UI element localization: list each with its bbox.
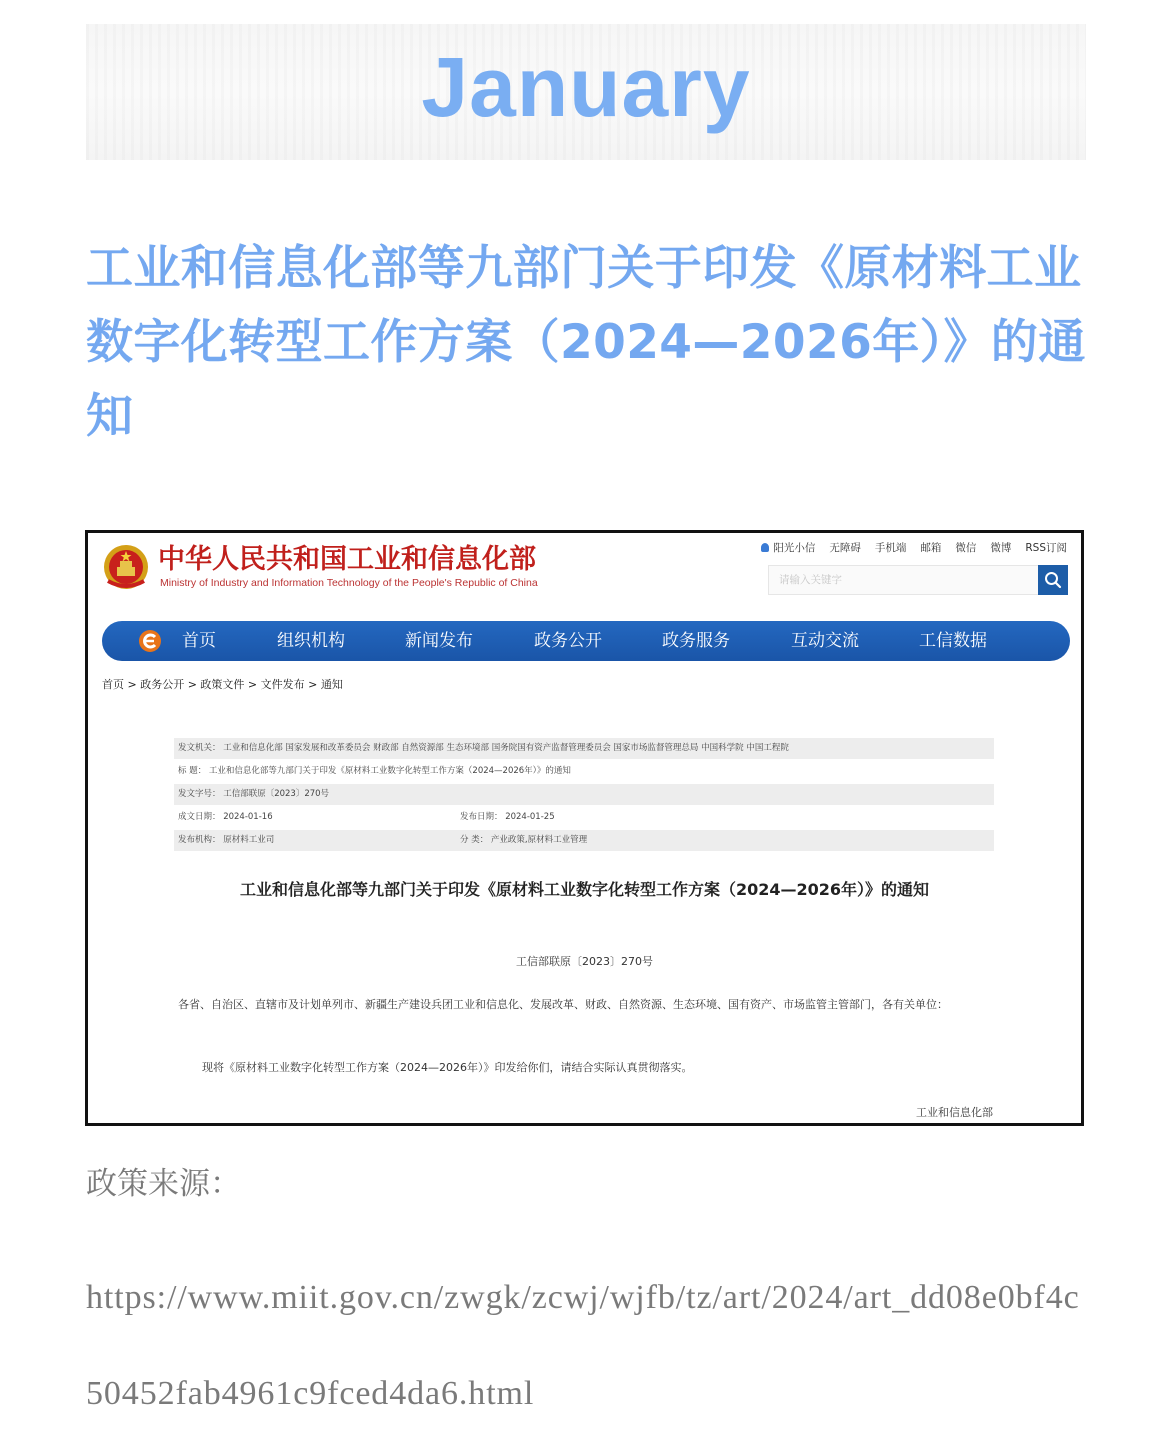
document-recipients: 各省、自治区、直辖市及计划单列市、新疆生产建设兵团工业和信息化、发展改革、财政、自然资源、生态环境、国有资产、市场监管主管部门，各有关单位： bbox=[178, 998, 948, 1011]
meta-doc-no: 发文字号： 工信部联原〔2023〕270号 bbox=[178, 789, 330, 799]
banner-title: January bbox=[421, 40, 751, 134]
national-emblem-icon bbox=[102, 543, 150, 591]
meta-org: 发布机构： 原材料工业司 bbox=[178, 835, 275, 845]
meta-category: 分 类： 产业政策,原材料工业管理 bbox=[460, 835, 588, 845]
nav-services[interactable]: 政务服务 bbox=[662, 631, 730, 651]
nav-home[interactable]: 首页 bbox=[182, 631, 216, 651]
top-link-mobile[interactable]: 手机端 bbox=[874, 542, 907, 554]
document-title: 工业和信息化部等九部门关于印发《原材料工业数字化转型工作方案（2024—2026年）》的通知 bbox=[239, 880, 930, 899]
meta-title-row bbox=[174, 761, 994, 782]
nav-interaction[interactable]: 互动交流 bbox=[791, 631, 859, 651]
top-link-accessibility[interactable]: 无障碍 bbox=[829, 542, 861, 554]
mascot-icon bbox=[761, 543, 769, 552]
source-link[interactable]: https://www.miit.gov.cn/zwgk/zcwj/wjfb/tz/art/2024/art_dd08e0bf4c50452fab4961c9fced4da6.html bbox=[86, 1279, 1080, 1412]
search-button[interactable] bbox=[1038, 565, 1068, 595]
article-title: 工业和信息化部等九部门关于印发《原材料工业数字化转型工作方案（2024—2026年）》的通知 bbox=[86, 241, 1086, 444]
meta-org-row bbox=[174, 830, 994, 851]
nav-government-affairs[interactable]: 政务公开 bbox=[534, 631, 602, 651]
top-link-sunshine[interactable]: 阳光小信 bbox=[761, 540, 815, 555]
document-body: 现将《原材料工业数字化转型工作方案（2024—2026年）》印发给你们，请结合实际认真贯彻落实。 bbox=[202, 1061, 693, 1074]
main-nav bbox=[102, 621, 1070, 661]
meta-date-row bbox=[174, 807, 994, 828]
site-search bbox=[768, 565, 1068, 595]
miit-logo-icon bbox=[138, 629, 162, 653]
meta-title: 标 题： 工业和信息化部等九部门关于印发《原材料工业数字化转型工作方案（2024—2026年）》的通知 bbox=[178, 766, 571, 776]
meta-issuer-row bbox=[174, 738, 994, 759]
breadcrumb[interactable]: 首页 > 政务公开 > 政策文件 > 文件发布 > 通知 bbox=[102, 678, 343, 691]
site-name-en: Ministry of Industry and Information Technology of the People's Republic of China bbox=[160, 577, 538, 589]
top-link-wechat[interactable]: 微信 bbox=[955, 542, 977, 554]
nav-data[interactable]: 工信数据 bbox=[919, 631, 987, 651]
search-input[interactable] bbox=[769, 566, 1031, 594]
top-link-weibo[interactable]: 微博 bbox=[990, 542, 1012, 554]
meta-date-written: 成文日期： 2024-01-16 bbox=[178, 812, 273, 822]
site-name-cn[interactable]: 中华人民共和国工业和信息化部 bbox=[158, 544, 536, 575]
meta-date-published: 发布日期： 2024-01-25 bbox=[460, 812, 555, 822]
nav-news[interactable]: 新闻发布 bbox=[405, 631, 473, 651]
meta-issuer: 发文机关： 工业和信息化部 国家发展和改革委员会 财政部 自然资源部 生态环境部 国务院国有资产监督管理委员会 国家市场监督管理总局 中国科学院 中国工程院 bbox=[178, 743, 789, 753]
nav-organization[interactable]: 组织机构 bbox=[277, 631, 345, 651]
month-banner bbox=[86, 24, 1086, 160]
document-signature: 工业和信息化部 bbox=[916, 1106, 993, 1119]
source-label: 政策来源： bbox=[86, 1166, 241, 1202]
search-icon bbox=[1044, 571, 1062, 589]
top-link-rss[interactable]: RSS订阅 bbox=[1025, 542, 1067, 554]
webpage-screenshot bbox=[85, 530, 1084, 1126]
document-number: 工信部联原〔2023〕270号 bbox=[516, 955, 653, 968]
top-links bbox=[761, 540, 1067, 555]
meta-docno-row bbox=[174, 784, 994, 805]
top-link-mail[interactable]: 邮箱 bbox=[920, 542, 942, 554]
